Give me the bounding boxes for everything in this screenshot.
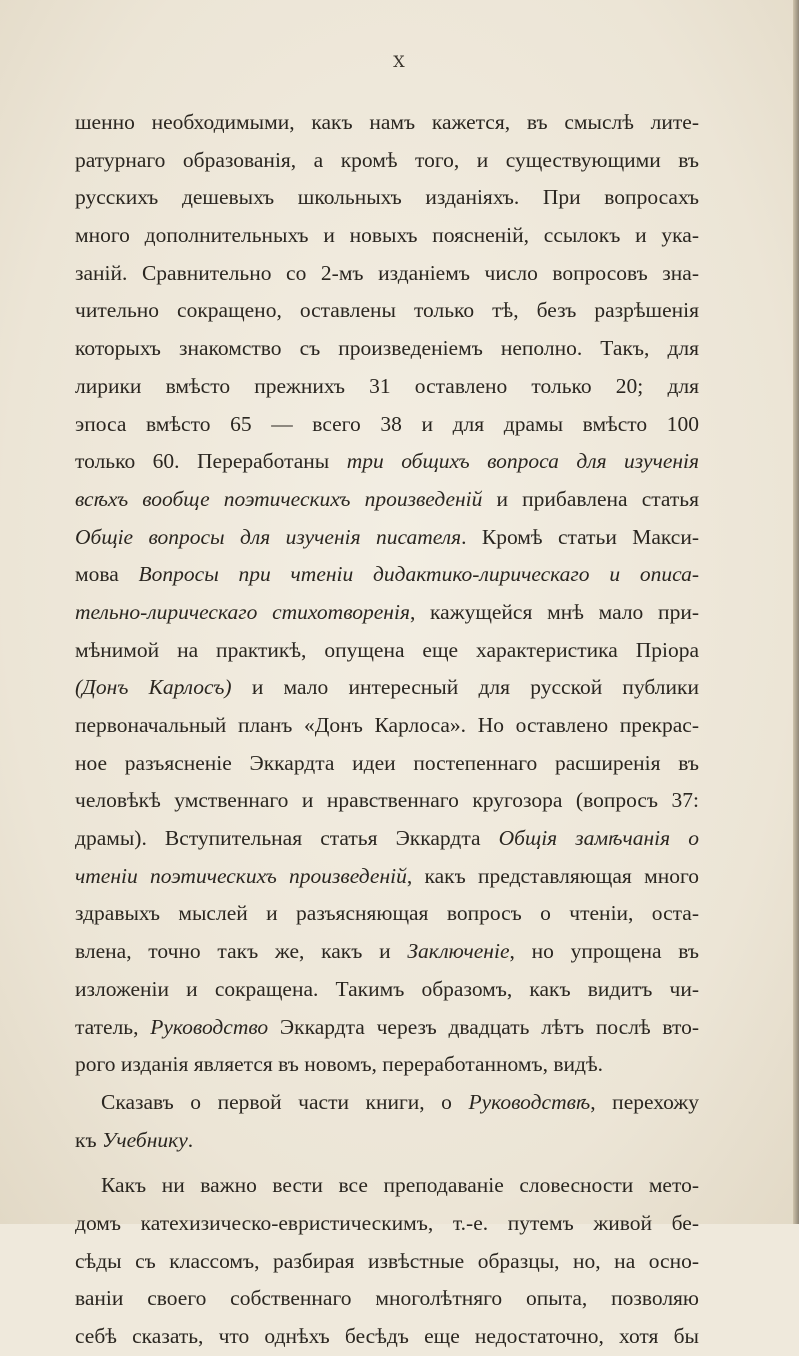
text-run: русскихъ дешевыхъ школьныхъ изданіяхъ. При вопросахъ: [75, 185, 699, 210]
text-line: [75, 669, 699, 707]
text-line: [75, 330, 699, 368]
text-line: [75, 443, 699, 481]
italic-text: всѣхъ вообще поэтическихъ произведеній: [75, 486, 483, 511]
text-line: [75, 292, 699, 330]
text-run: .: [187, 1127, 194, 1152]
italic-text: Учебнику: [101, 1127, 188, 1152]
text-run: драмы). Вступительная статья Эккардта: [75, 826, 499, 851]
text-line: [75, 1167, 699, 1205]
italic-text: Общія замѣчанія о: [498, 826, 699, 851]
text-run: влена, точно такъ же, какъ и: [75, 939, 408, 964]
text-line: [75, 368, 699, 406]
text-run: и мало интересный для русской публики: [231, 675, 699, 700]
text-run: къ: [75, 1127, 102, 1152]
text-run: Эккардта черезъ двадцать лѣтъ послѣ вто-: [268, 1014, 699, 1039]
text-run: мѣнимой на практикѣ, опущена еще характеристика Пріора: [75, 637, 699, 662]
text-run: сѣды съ классомъ, разбирая извѣстные образцы, но, на осно-: [75, 1248, 699, 1273]
text-run: , перехожу: [590, 1089, 699, 1114]
text-run: рого изданія является въ новомъ, переработанномъ, видѣ.: [75, 1052, 604, 1077]
text-line: [75, 255, 699, 293]
text-run: Сказавъ о первой части книги, о: [101, 1089, 469, 1114]
text-run: , но упрощена въ: [509, 939, 699, 964]
text-run: , кажущейся мнѣ мало при-: [409, 599, 699, 624]
italic-text: Вопросы при чтеніи дидактико-лирическаго и описа-: [138, 562, 699, 587]
text-run: ваніи своего собственнаго многолѣтняго опыта, позволяю: [75, 1286, 699, 1311]
italic-text: Руководство: [150, 1014, 269, 1039]
text-run: мова: [75, 562, 139, 587]
text-line: [75, 707, 699, 745]
text-line: [75, 1046, 699, 1084]
text-line: [75, 1122, 699, 1160]
italic-text: три общихъ вопроса для изученія: [346, 449, 699, 474]
text-line: [75, 556, 699, 594]
text-run: , какъ представляющая много: [406, 863, 699, 888]
text-line: [75, 142, 699, 180]
text-line: [75, 1084, 699, 1122]
text-run: шенно необходимыми, какъ намъ кажется, въ смыслѣ лите-: [75, 110, 699, 134]
text-line: [75, 406, 699, 444]
italic-text: (Донъ Карлосъ): [75, 675, 232, 700]
italic-text: тельно-лирическаго стихотворенія: [75, 599, 410, 624]
text-line: [75, 217, 699, 255]
text-line: [75, 745, 699, 783]
text-run: здравыхъ мыслей и разъясняющая вопросъ о чтеніи, оста-: [75, 901, 699, 926]
text-run: эпоса вмѣсто 65 — всего 38 и для драмы вмѣсто 100: [75, 411, 699, 436]
italic-text: чтеніи поэтическихъ произведеній: [75, 863, 407, 888]
text-line: [75, 1318, 699, 1356]
text-run: ратурнаго образованія, а кромѣ того, и существующими въ: [75, 147, 699, 172]
text-run: Какъ ни важно вести все преподаваніе словесности мето-: [101, 1173, 699, 1198]
text-line: [75, 104, 699, 142]
text-run: только 60. Переработаны: [75, 449, 347, 474]
text-run: заній. Сравнительно со 2-мъ изданіемъ число вопросовъ зна-: [75, 260, 699, 285]
text-run: себѣ сказать, что однѣхъ бесѣдъ еще недостаточно, хотя бы: [75, 1324, 699, 1348]
text-run: первоначальный планъ «Донъ Карлоса». Но оставлено прекрас-: [75, 713, 699, 737]
page-edge-shadow: [793, 0, 799, 1224]
text-line: [75, 820, 699, 858]
text-line: [75, 971, 699, 1009]
text-line: [75, 782, 699, 820]
text-line: [75, 1280, 699, 1318]
page-number: X: [393, 52, 406, 71]
text-line: [75, 179, 699, 217]
text-run: и прибавлена статья: [482, 486, 699, 511]
text-run: человѣкѣ умственнаго и нравственнаго кругозора (вопросъ 37:: [75, 788, 699, 813]
text-run: изложеніи и сокращена. Такимъ образомъ, какъ видитъ чи-: [75, 976, 699, 1001]
italic-text: Руководствѣ: [468, 1089, 591, 1114]
text-line: [75, 858, 699, 896]
text-line: [75, 1243, 699, 1281]
text-run: ное разъясненіе Эккардта идеи постепеннаго расширенія въ: [75, 750, 699, 775]
text-line: [75, 594, 699, 632]
text-run: . Кромѣ статьи Макси-: [461, 524, 699, 549]
text-run: которыхъ знакомство съ произведеніемъ неполно. Такъ, для: [75, 336, 699, 361]
text-line: [75, 632, 699, 670]
text-run: лирики вмѣсто прежнихъ 31 оставлено только 20; для: [75, 373, 699, 398]
text-run: домъ катехизическо-евристическимъ, т.-е. путемъ живой бе-: [75, 1210, 699, 1235]
paragraph-gap: [75, 1159, 699, 1167]
italic-text: Общіе вопросы для изученія писателя: [75, 524, 462, 549]
text-line: [75, 933, 699, 971]
text-run: татель,: [75, 1014, 151, 1039]
text-run: чительно сокращено, оставлены только тѣ, безъ разрѣшенія: [75, 298, 699, 323]
text-line: [75, 895, 699, 933]
body-text: [75, 104, 699, 1356]
text-line: [75, 1009, 699, 1047]
italic-text: Заключеніе: [407, 939, 510, 964]
text-line: [75, 519, 699, 557]
text-run: много дополнительныхъ и новыхъ поясненій, ссылокъ и ука-: [75, 223, 699, 248]
text-line: [75, 481, 699, 519]
